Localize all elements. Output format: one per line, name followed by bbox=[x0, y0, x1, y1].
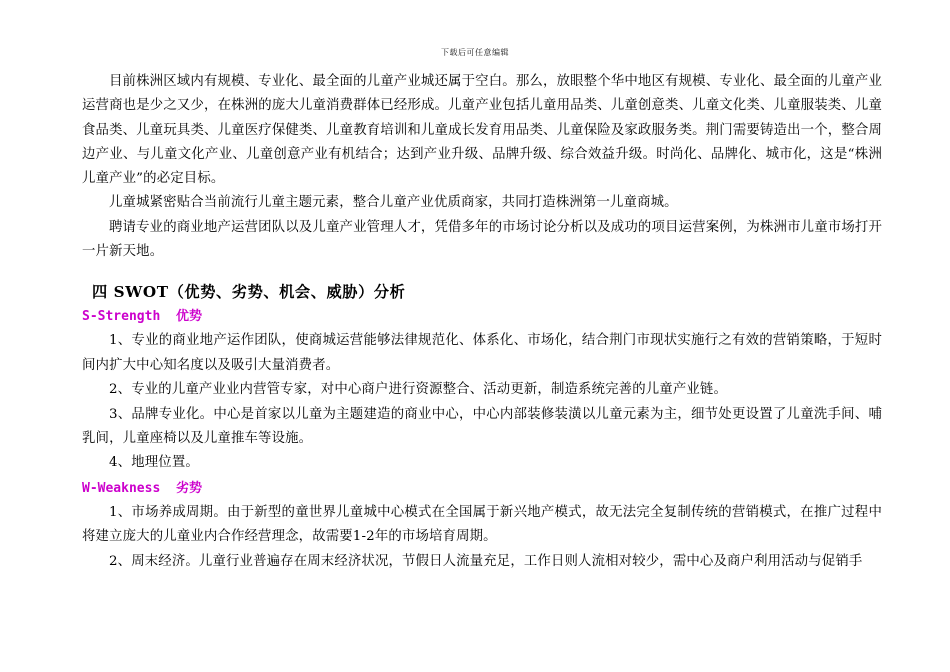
strength-subtitle bbox=[82, 304, 882, 329]
strength-item-1: 1、专业的商业地产运作团队，使商城运营能够法律规范化、体系化、市场化，结合荆门市现状实施行之有效的营销策略，于短时间内扩大中心知名度以及吸引大量消费者。 bbox=[82, 333, 882, 373]
intro-section bbox=[82, 70, 882, 264]
swot-section-title: 四 SWOT（优势、劣势、机会、威胁）分析 bbox=[92, 283, 406, 302]
intro-paragraph-2: 儿童城紧密贴合当前流行儿童主题元素，整合儿童产业优质商家，共同打造株洲第一儿童商城。 bbox=[109, 195, 678, 211]
strength-label-zh: 优势 bbox=[175, 309, 202, 325]
strength-label-en: S-Strength bbox=[82, 309, 161, 325]
weakness-item-1: 1、市场养成周期。由于新型的童世界儿童城中心模式在全国属于新兴地产模式，故无法完全复制传统的营销模式，在推广过程中将建立庞大的儿童业内合作经营理念，故需要1-2年的市场培育周期。 bbox=[82, 504, 882, 545]
intro-paragraph-1: 目前株洲区域内有规模、专业化、最全面的儿童产业城还属于空白。那么，放眼整个华中地区有规模、专业化、最全面的儿童产业运营商也是少之又少，在株洲的庞大儿童消费群体已经形成。儿童产业包括儿童用品类、儿童创意类、儿童文化类、儿童服装类、儿童食品类、儿童玩具类、儿童医疗保健类、儿童教育培训和儿童成长发育用品类、儿童保险及家政服务类。荆门需要铸造出一个，整合周边产业、与儿童文化产业、儿童创意产业有机结合；达到产业升级、品牌升级、综合效益升级。时尚化、品牌化、城市化，这是“株洲儿童产业”的必定目标。 bbox=[82, 74, 882, 187]
weakness-subtitle bbox=[82, 476, 882, 501]
weakness-item-2: 2、周末经济。儿童行业普遍存在周末经济状况，节假日人流量充足，工作日则人流相对较少，需中心及商户利用活动与促销手 bbox=[109, 553, 863, 569]
weakness-label-en: W-Weakness bbox=[82, 480, 161, 496]
weakness-label-zh: 劣势 bbox=[175, 480, 202, 496]
intro-paragraph-3: 聘请专业的商业地产运营团队以及儿童产业管理人才，凭借多年的市场讨论分析以及成功的项目运营案例，为株洲市儿童市场打开一片新天地。 bbox=[82, 219, 882, 260]
document-body bbox=[82, 70, 882, 574]
strength-item-4: 4、地理位置。 bbox=[109, 455, 199, 471]
page-header: 下载后可任意编辑 bbox=[441, 48, 509, 57]
strength-item-2: 2、专业的儿童产业业内营管专家，对中心商户进行资源整合、活动更新，制造系统完善的儿童产业链。 bbox=[109, 382, 727, 398]
strength-item-3: 3、品牌专业化。中心是首家以儿童为主题建造的商业中心，中心内部装修装潢以儿童元素为主，细节处更设置了儿童洗手间、哺乳间，儿童座椅以及儿童推车等设施。 bbox=[82, 406, 882, 446]
